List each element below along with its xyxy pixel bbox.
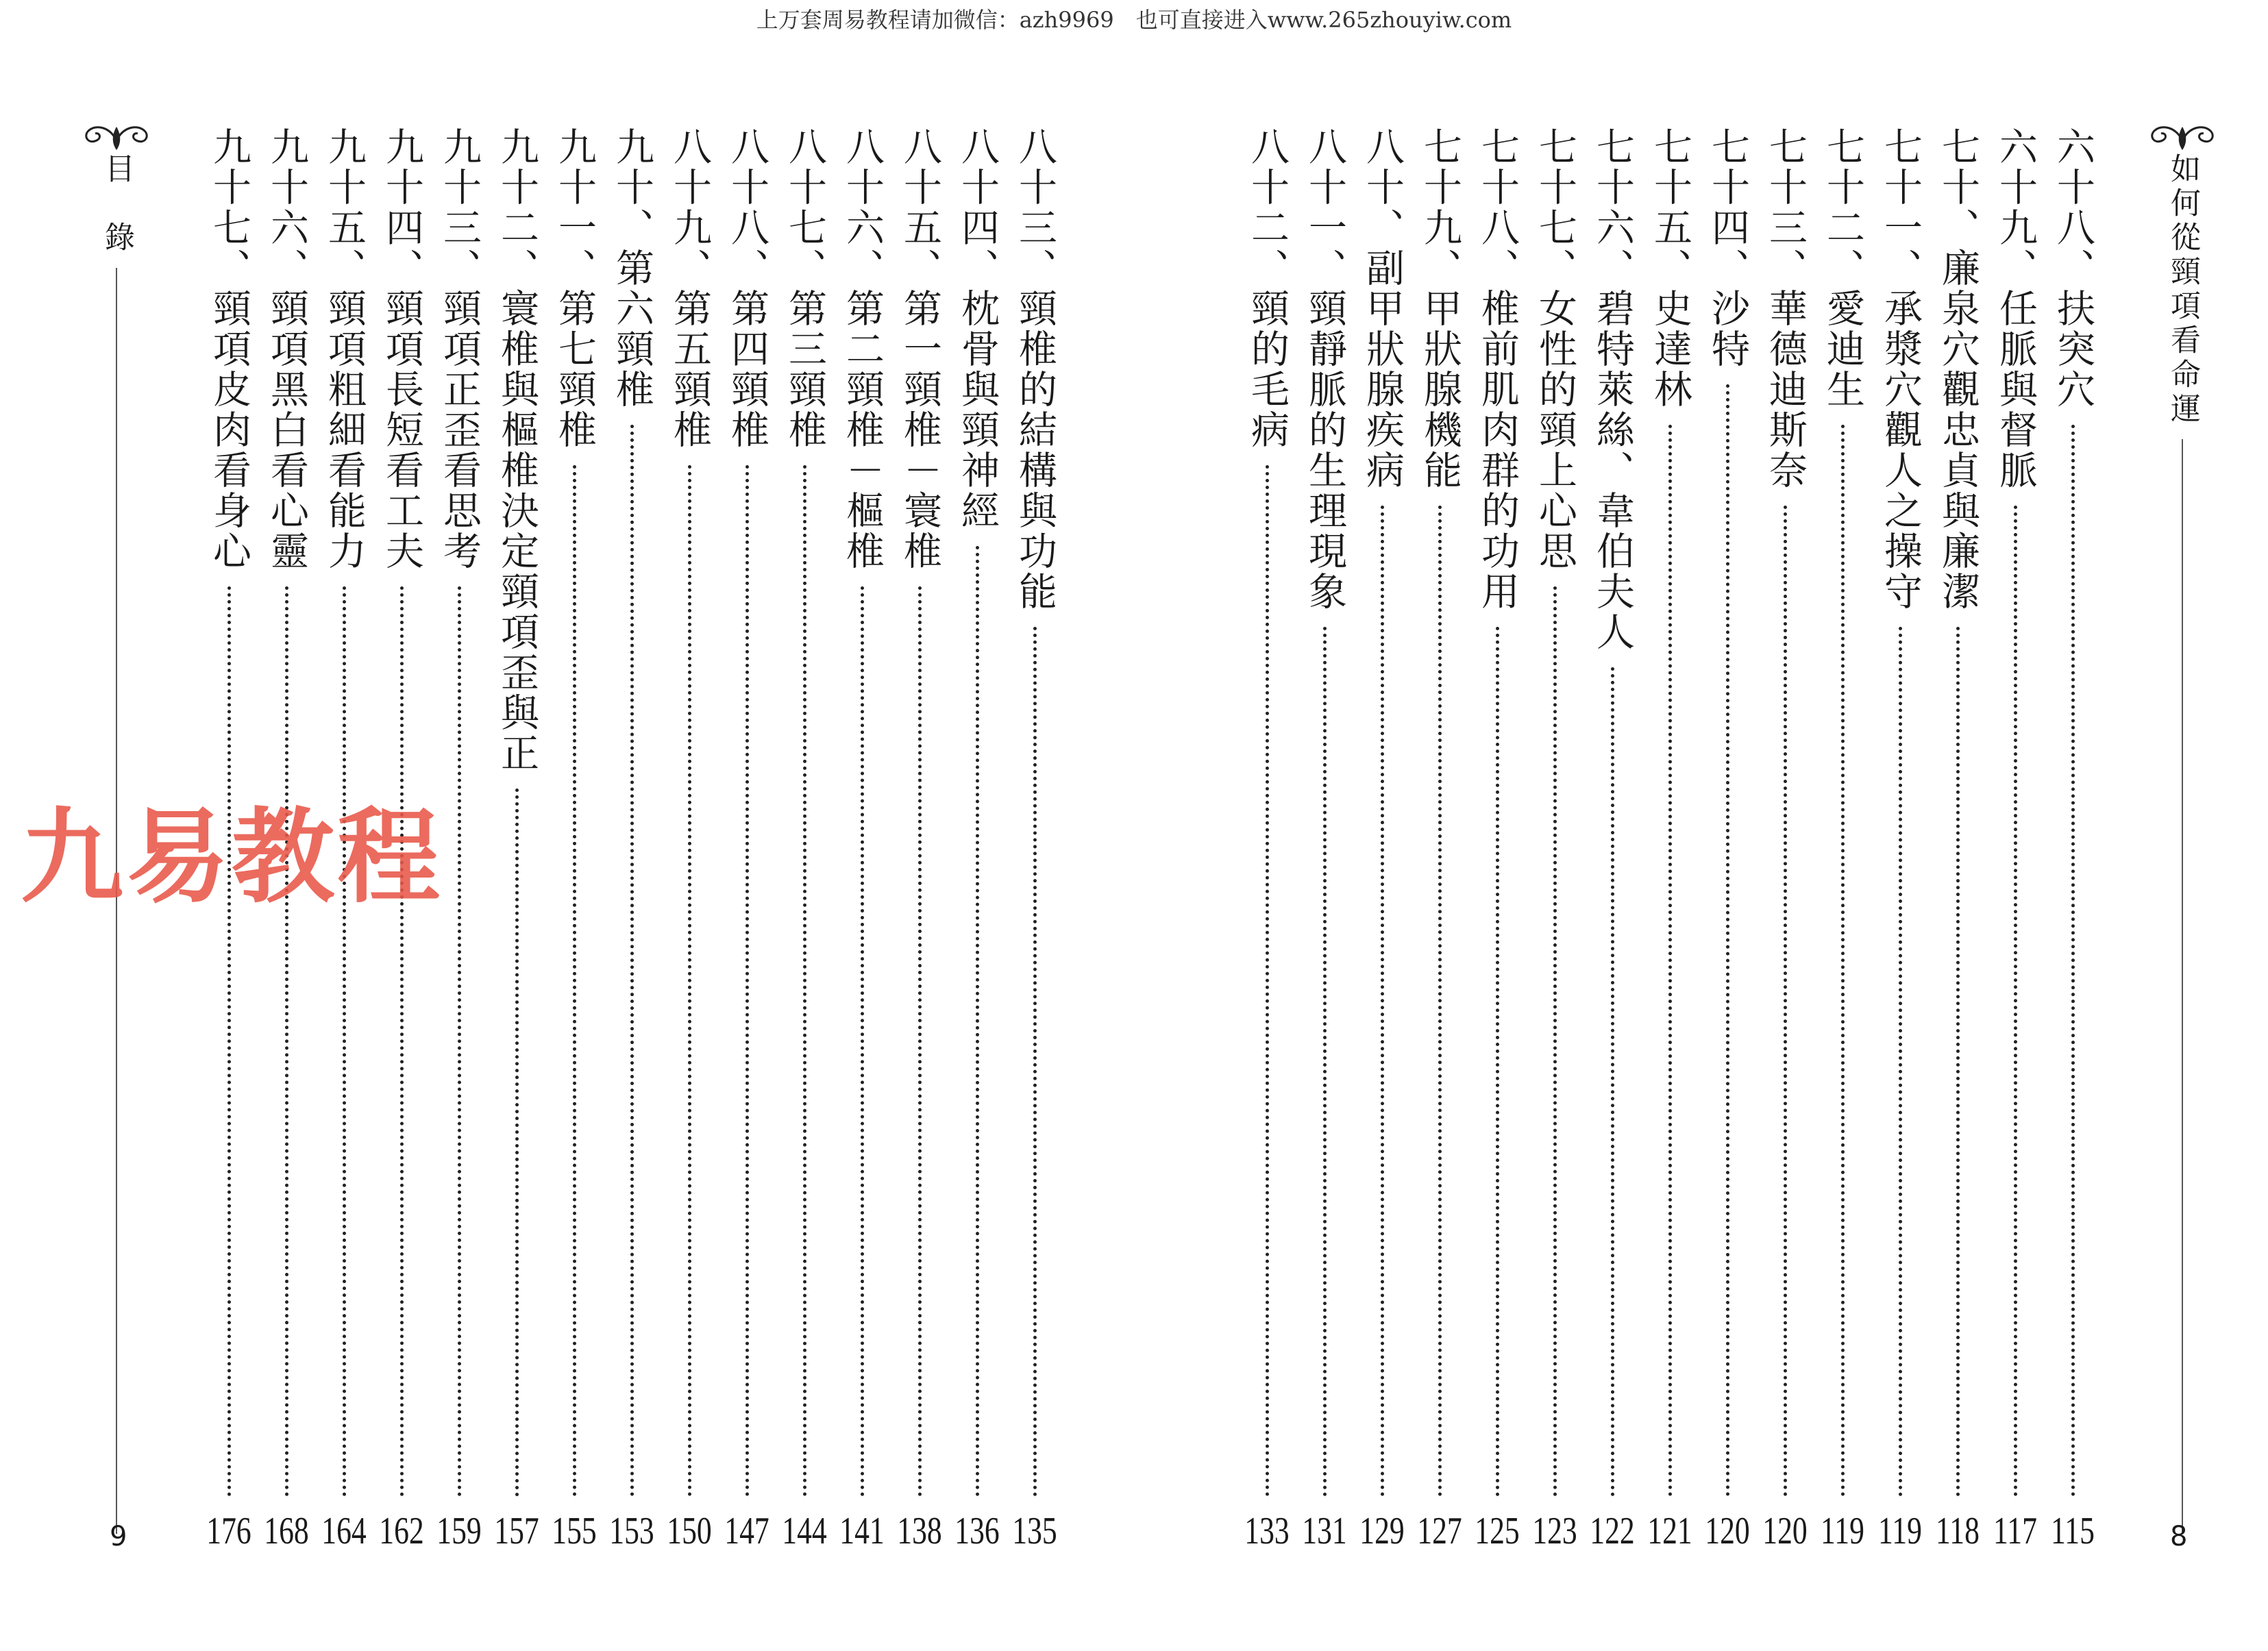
dot-leader xyxy=(1611,667,1614,1497)
toc-entry-page: 119 xyxy=(1878,1510,1922,1552)
toc-entry-title: 八十五、第一頸椎－寰椎 xyxy=(898,127,942,571)
dot-leader xyxy=(1033,627,1037,1497)
dot-leader xyxy=(918,586,922,1497)
flourish-ornament-icon xyxy=(79,120,154,153)
toc-entry-page: 164 xyxy=(321,1510,367,1552)
dot-leader xyxy=(2071,425,2075,1497)
dot-leader xyxy=(2014,506,2017,1497)
toc-entry[interactable] xyxy=(891,127,948,1552)
toc-entry-title: 八十七、第三頸椎 xyxy=(782,127,827,450)
toc-entry[interactable] xyxy=(1986,127,2044,1552)
dot-leader xyxy=(803,465,806,1497)
toc-entry-page: 157 xyxy=(494,1510,539,1552)
toc-entry[interactable] xyxy=(1583,127,1641,1552)
toc-entry-title: 六十八、扶突穴 xyxy=(2051,127,2095,410)
toc-entry-title: 七十四、沙特 xyxy=(1705,127,1750,369)
toc-entry[interactable] xyxy=(718,127,776,1552)
toc-entry-page: 176 xyxy=(206,1510,251,1552)
toc-entry-title: 六十九、任脈與督脈 xyxy=(1993,127,2038,491)
toc-entry-title: 九十一、第七頸椎 xyxy=(552,127,597,450)
toc-entry[interactable] xyxy=(545,127,603,1552)
toc-entry-title: 九十六、頸項黑白看心靈 xyxy=(264,127,309,571)
toc-entry-page: 129 xyxy=(1359,1510,1405,1552)
toc-entry-title: 九十二、寰椎與樞椎決定頸項歪與正 xyxy=(495,127,539,773)
dot-leader xyxy=(573,465,576,1497)
toc-entry-page: 144 xyxy=(782,1510,827,1552)
dot-leader xyxy=(1841,425,1845,1497)
dot-leader xyxy=(1438,506,1442,1497)
left-header-title: 目 錄 xyxy=(99,153,134,256)
toc-entry-page: 118 xyxy=(1936,1510,1980,1552)
toc-entry[interactable] xyxy=(948,127,1006,1552)
dot-leader xyxy=(630,425,634,1497)
toc-entry-title: 七十八、椎前肌肉群的功用 xyxy=(1475,127,1520,612)
toc-entry[interactable] xyxy=(603,127,661,1552)
toc-entry-page: 136 xyxy=(954,1510,1000,1552)
toc-entry-title: 八十四、枕骨與頸神經 xyxy=(955,127,1000,531)
toc-entry[interactable] xyxy=(661,127,718,1552)
toc-entry-title: 九十、第六頸椎 xyxy=(610,127,654,410)
toc-entry-page: 138 xyxy=(897,1510,942,1552)
header-rule xyxy=(2182,439,2183,1534)
dot-leader xyxy=(1956,627,1960,1497)
dot-leader xyxy=(1668,425,1672,1497)
dot-leader xyxy=(458,586,461,1497)
toc-entry-title: 九十四、頸項長短看工夫 xyxy=(380,127,424,571)
toc-entry[interactable] xyxy=(1006,127,1063,1552)
dot-leader xyxy=(1726,384,1729,1497)
dot-leader xyxy=(1323,627,1327,1497)
toc-entry[interactable] xyxy=(488,127,545,1552)
toc-entry[interactable] xyxy=(1871,127,1929,1552)
toc-entry[interactable] xyxy=(2044,127,2101,1552)
dot-leader xyxy=(1496,627,1499,1497)
toc-entry-title: 七十五、史達林 xyxy=(1648,127,1692,410)
toc-entry-page: 127 xyxy=(1417,1510,1462,1552)
toc-entry-title: 九十七、頸項皮肉看身心 xyxy=(207,127,251,571)
toc-entry[interactable] xyxy=(1353,127,1411,1552)
toc-entry-page: 153 xyxy=(609,1510,654,1552)
toc-entry-title: 八十八、第四頸椎 xyxy=(725,127,769,450)
toc-entry-title: 七十、廉泉穴觀忠貞與廉潔 xyxy=(1936,127,1980,612)
toc-entry[interactable] xyxy=(1641,127,1699,1552)
toc-entry-title: 八十六、第二頸椎－樞椎 xyxy=(840,127,885,571)
toc-entry[interactable] xyxy=(776,127,833,1552)
toc-entries-right xyxy=(1230,127,2107,1552)
page-number-right: 8 xyxy=(2170,1521,2188,1552)
toc-entry-title: 八十、副甲狀腺疾病 xyxy=(1360,127,1405,491)
right-running-header xyxy=(2155,120,2210,1538)
toc-entry[interactable] xyxy=(833,127,891,1552)
toc-entry-title: 七十一、承漿穴觀人之操守 xyxy=(1878,127,1923,612)
toc-entry-page: 162 xyxy=(379,1510,424,1552)
toc-entry-page: 168 xyxy=(264,1510,309,1552)
toc-entry-title: 八十二、頸的毛病 xyxy=(1245,127,1290,450)
toc-entry-page: 150 xyxy=(667,1510,712,1552)
toc-entry-title: 八十三、頸椎的結構與功能 xyxy=(1013,127,1057,612)
toc-entry[interactable] xyxy=(1929,127,1986,1552)
page-number-left: 9 xyxy=(110,1521,127,1552)
toc-entry-page: 123 xyxy=(1532,1510,1577,1552)
dot-leader xyxy=(976,546,979,1497)
toc-entry[interactable] xyxy=(1814,127,1871,1552)
toc-entry-page: 117 xyxy=(1993,1510,2037,1552)
right-page xyxy=(1134,0,2268,1651)
toc-entry-title: 七十三、華德迪斯奈 xyxy=(1763,127,1808,491)
toc-entry-page: 115 xyxy=(2051,1510,2095,1552)
toc-entry-page: 120 xyxy=(1705,1510,1750,1552)
toc-entry-page: 122 xyxy=(1590,1510,1635,1552)
toc-entry[interactable] xyxy=(1699,127,1756,1552)
toc-entry-page: 159 xyxy=(436,1510,482,1552)
toc-entry[interactable] xyxy=(1238,127,1296,1552)
dot-leader xyxy=(1553,586,1557,1497)
right-header-title: 如何從頸項看命運 xyxy=(2165,153,2200,427)
dot-leader xyxy=(343,586,346,1497)
dot-leader xyxy=(861,586,864,1497)
toc-entry-title: 七十七、女性的頸上心思 xyxy=(1533,127,1577,571)
dot-leader xyxy=(1381,506,1384,1497)
dot-leader xyxy=(227,586,231,1497)
toc-entry-page: 147 xyxy=(724,1510,769,1552)
toc-entry-page: 141 xyxy=(839,1510,885,1552)
toc-entry-title: 九十三、頸項正歪看思考 xyxy=(437,127,482,571)
toc-entry-page: 135 xyxy=(1012,1510,1057,1552)
dot-leader xyxy=(400,586,404,1497)
toc-entry[interactable] xyxy=(1296,127,1353,1552)
dot-leader xyxy=(688,465,691,1497)
dot-leader xyxy=(515,789,519,1497)
toc-entry[interactable] xyxy=(1468,127,1526,1552)
toc-entry-title: 七十二、愛迪生 xyxy=(1821,127,1865,410)
dot-leader xyxy=(745,465,749,1497)
toc-entry[interactable] xyxy=(1411,127,1468,1552)
toc-entry-page: 131 xyxy=(1302,1510,1347,1552)
watermark-text: 九易教程 xyxy=(21,798,443,917)
dot-leader xyxy=(1784,506,1787,1497)
toc-entry-title: 七十六、碧特萊絲、韋伯夫人 xyxy=(1590,127,1635,652)
dot-leader xyxy=(1266,465,1269,1497)
toc-entry-title: 八十一、頸靜脈的生理現象 xyxy=(1303,127,1347,612)
toc-entry-title: 九十五、頸項粗細看能力 xyxy=(322,127,367,571)
toc-entry-page: 155 xyxy=(552,1510,597,1552)
dot-leader xyxy=(285,586,288,1497)
promo-banner: 上万套周易教程请加微信：azh9969 也可直接进入www.265zhouyiw.com xyxy=(756,7,1512,33)
flourish-ornament-icon xyxy=(2145,120,2220,153)
toc-entry-page: 119 xyxy=(1821,1510,1864,1552)
toc-entry-page: 120 xyxy=(1762,1510,1808,1552)
toc-entry-page: 121 xyxy=(1647,1510,1692,1552)
toc-entry[interactable] xyxy=(1756,127,1814,1552)
dot-leader xyxy=(1899,627,1902,1497)
toc-entry[interactable] xyxy=(1526,127,1583,1552)
toc-entry-title: 七十九、甲狀腺機能 xyxy=(1418,127,1462,491)
toc-entry-page: 133 xyxy=(1244,1510,1290,1552)
toc-entry-title: 八十九、第五頸椎 xyxy=(667,127,712,450)
toc-entry-page: 125 xyxy=(1475,1510,1520,1552)
